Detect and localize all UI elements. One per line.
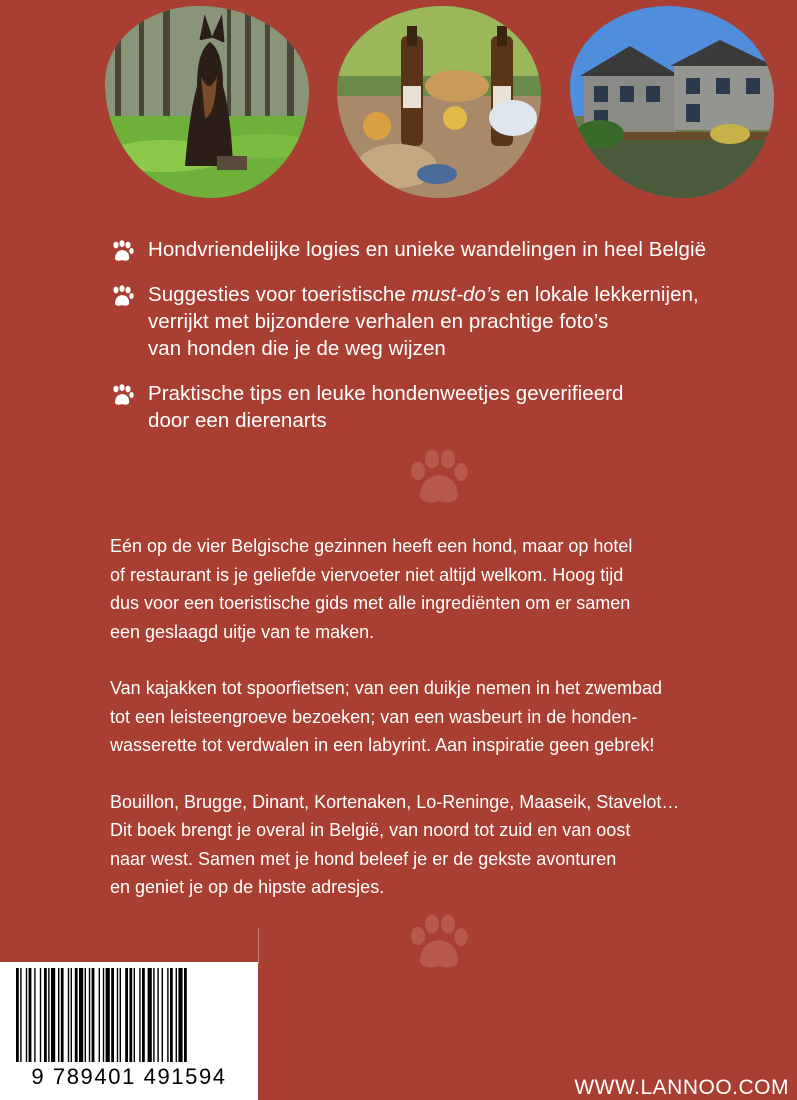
barcode-bar	[40, 968, 41, 1062]
barcode-bar	[16, 968, 19, 1062]
barcode-bar	[170, 968, 173, 1062]
blurb	[110, 532, 750, 930]
barcode-bar	[162, 968, 163, 1062]
barcode-bar	[92, 968, 95, 1062]
barcode-bar	[167, 968, 168, 1062]
text-line: en geniet je op de hipste adresjes.	[110, 877, 385, 897]
barcode-bar	[75, 968, 78, 1062]
text-line: Dit boek brengt je overal in België, van noord tot zuid en van oost	[110, 820, 631, 840]
feature-text: door een dierenarts	[148, 409, 327, 432]
barcode-bar	[61, 968, 64, 1062]
feature-text: Suggesties voor toeristische must-do’s en lokale lekkernijen,	[148, 283, 699, 306]
barcode-bar	[103, 968, 104, 1062]
barcode-bar	[48, 968, 49, 1062]
barcode-bar	[139, 968, 140, 1062]
paw-icon	[110, 384, 134, 408]
barcode-bar	[184, 968, 187, 1062]
divider	[258, 928, 259, 964]
text-line: Eén op de vier Belgische gezinnen heeft een hond, maar op hotel	[110, 536, 633, 556]
text-line: tot een leisteengroeve bezoeken; van een wasbeurt in de honden-	[110, 706, 638, 727]
feature-text: van honden die je de weg wijzen	[148, 337, 446, 360]
holiday-houses-photo	[570, 6, 774, 198]
text-line: of restaurant is je geliefde viervoeter niet altijd welkom. Hoog tijd	[110, 564, 624, 585]
barcode-bar	[134, 968, 135, 1062]
feature-item	[108, 281, 778, 362]
barcode-bar	[51, 968, 55, 1062]
barcode-bar	[129, 968, 132, 1062]
feature-item	[108, 236, 778, 263]
barcode-bar	[111, 968, 114, 1062]
paw-icon	[110, 285, 134, 309]
feature-text: verrijkt met bijzondere verhalen en prachtige foto’s	[148, 310, 609, 333]
barcode-bar	[153, 968, 154, 1062]
isbn-number: 9 789401 491594	[31, 1064, 227, 1089]
barcode-bar	[106, 968, 110, 1062]
barcode-bar	[120, 968, 121, 1062]
barcode-bar	[142, 968, 145, 1062]
barcode-bars	[14, 968, 246, 1062]
barcode-bar	[71, 968, 72, 1062]
barcode-bar	[79, 968, 83, 1062]
barcode-bar	[99, 968, 100, 1062]
text-line: een geslaagd uitje van te maken.	[110, 621, 375, 642]
text-line: Bouillon, Brugge, Dinant, Kortenaken, Lo-Reninge, Maaseik, Stavelot…	[110, 791, 680, 812]
barcode-bar	[176, 968, 177, 1062]
barcode-bar	[89, 968, 90, 1062]
dog-in-forest-photo	[105, 6, 309, 198]
barcode-bar	[178, 968, 182, 1062]
barcode-bar	[125, 968, 128, 1062]
paragraph	[110, 674, 750, 760]
beer-and-food-photo	[337, 6, 541, 198]
barcode-bar	[58, 968, 59, 1062]
text-line: dus voor een toeristische gids met alle ingrediënten om er samen	[110, 593, 631, 613]
paragraph	[110, 788, 750, 902]
barcode-bar	[29, 968, 32, 1062]
paw-print-icon	[406, 447, 470, 507]
barcode-bar	[44, 968, 47, 1062]
barcode-bar	[68, 968, 69, 1062]
feature-item	[108, 380, 778, 434]
paw-icon	[110, 240, 134, 264]
text-line: wasserette tot verdwalen in een labyrint. Aan inspiratie geen gebrek!	[110, 735, 655, 755]
paragraph	[110, 532, 750, 646]
barcode-bar	[20, 968, 21, 1062]
barcode	[0, 962, 258, 1100]
text-line: naar west. Samen met je hond beleef je er de gekste avonturen	[110, 848, 617, 869]
text-line: Van kajakken tot spoorfietsen; van een duikje nemen in het zwembad	[110, 678, 663, 698]
barcode-bar	[85, 968, 86, 1062]
barcode-bar	[148, 968, 152, 1062]
website-url[interactable]: WWW.LANNOO.COM	[574, 1076, 789, 1099]
barcode-bar	[157, 968, 158, 1062]
feature-list	[108, 236, 778, 452]
barcode-bar	[34, 968, 35, 1062]
feature-text: Praktische tips en leuke hondenweetjes geverifieerd	[148, 382, 624, 405]
barcode-bar	[26, 968, 27, 1062]
barcode-bar	[117, 968, 118, 1062]
feature-text: Hondvriendelijke logies en unieke wandelingen in heel België	[148, 238, 707, 261]
